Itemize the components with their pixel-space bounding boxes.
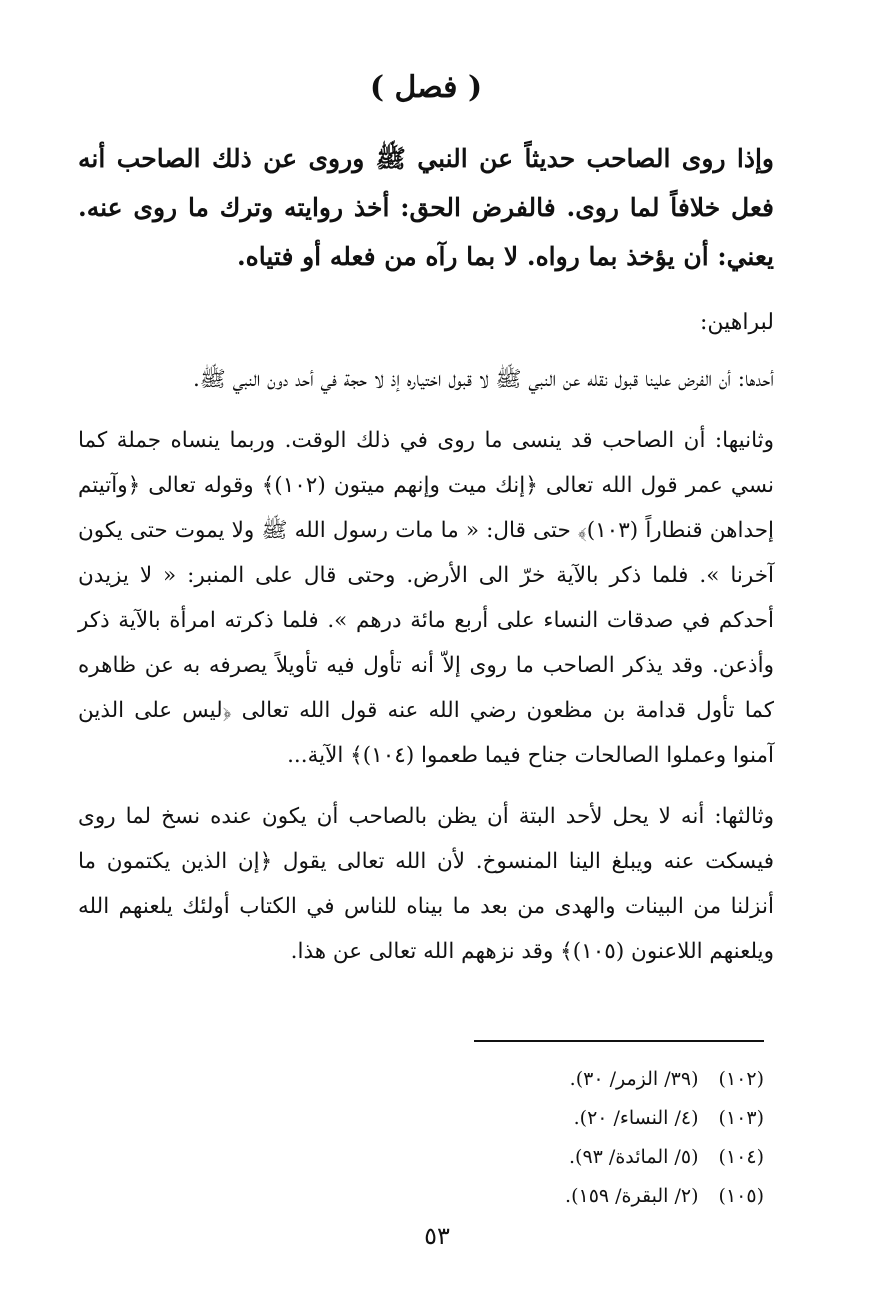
proof-third: وثالثها: أنه لا يحل لأحد البتة أن يظن بالصاحب أن يكون عنده نسخ لما روى فيسكت عنه ويبلغ الينا المنسوخ. لأن الله تعالى يقول ﴿إن الذين يكتمون ما أنزلنا من البينات والهدى من بعد ما بيناه للناس في الكتاب أولئك يلعنهم الله ويلعنهم اللاعنون (١٠٥)﴾ وقد نزههم الله تعالى عن هذا. xyxy=(78,804,774,964)
footnote-item xyxy=(565,1177,764,1216)
footnote-reference: (٢/ البقرة/ ١٥٩). xyxy=(565,1185,699,1207)
footnote-reference: (٣٩/ الزمر/ ٣٠). xyxy=(569,1068,699,1090)
footnote-number: (١٠٢) xyxy=(718,1068,764,1090)
proof-second: وثانيها: أن الصاحب قد ينسى ما روى في ذلك الوقت. وربما ينساه جملة كما نسي عمر قول الله تعالى ﴿إنك ميت وإنهم ميتون (١٠٢)﴾ وقوله تعالى ﴿وآتيتم إحداهن قنطاراً (١٠٣)﴾ حتى قال: « ما مات رسول الله ﷺ ولا يموت حتى يكون آخرنا ». فلما ذكر بالآية خرّ الى الأرض. وحتى قال على المنبر: « لا يزيدن أحدكم في صدقات النساء على أربع مائة درهم ». فلما ذكرته امرأة بالآية ذكر وأذعن. وقد يذكر الصاحب ما روى إلاّ أنه تأول فيه تأويلاً يصرفه به عن ظاهره كما تأول قدامة بن مظعون رضي الله عنه قول الله تعالى ﴿ليس على الذين آمنوا وعملوا الصالحات جناح فيما طعموا (١٠٤)﴾ الآية... xyxy=(78,428,775,768)
proofs-label: لبراهين: xyxy=(700,310,774,335)
footnote-number: (١٠٥) xyxy=(718,1185,764,1207)
footnote-item xyxy=(565,1060,764,1099)
footnote-number: (١٠٣) xyxy=(718,1107,764,1129)
proof-first: أحدها: أن الفرض علينا قبول نقله عن النبي ﷺ لا قبول اختياره إذ لا حجة في أحد دون النبي ﷺ. xyxy=(192,367,774,392)
footnote-number: (١٠٤) xyxy=(718,1146,764,1168)
lead-statement: وإذا روى الصاحب حديثاً عن النبي ﷺ وروى عن ذلك الصاحب أنه فعل خلافاً لما روى. فالفرض الحق: أخذ روايته وترك ما روى عنه. يعني: أن يؤخذ بما رواه. لا بما رآه من فعله أو فتياه. xyxy=(78,144,774,271)
page-number: ٥٣ xyxy=(424,1222,450,1250)
footnote-item xyxy=(565,1138,764,1177)
footnote-reference: (٥/ المائدة/ ٩٣). xyxy=(569,1146,699,1168)
footnote-reference: (٤/ النساء/ ٢٠). xyxy=(573,1107,699,1129)
section-heading: ( فصل ) xyxy=(369,70,483,105)
footnote-item xyxy=(565,1099,764,1138)
footnote-divider xyxy=(474,1040,764,1042)
footnotes xyxy=(565,1060,764,1216)
